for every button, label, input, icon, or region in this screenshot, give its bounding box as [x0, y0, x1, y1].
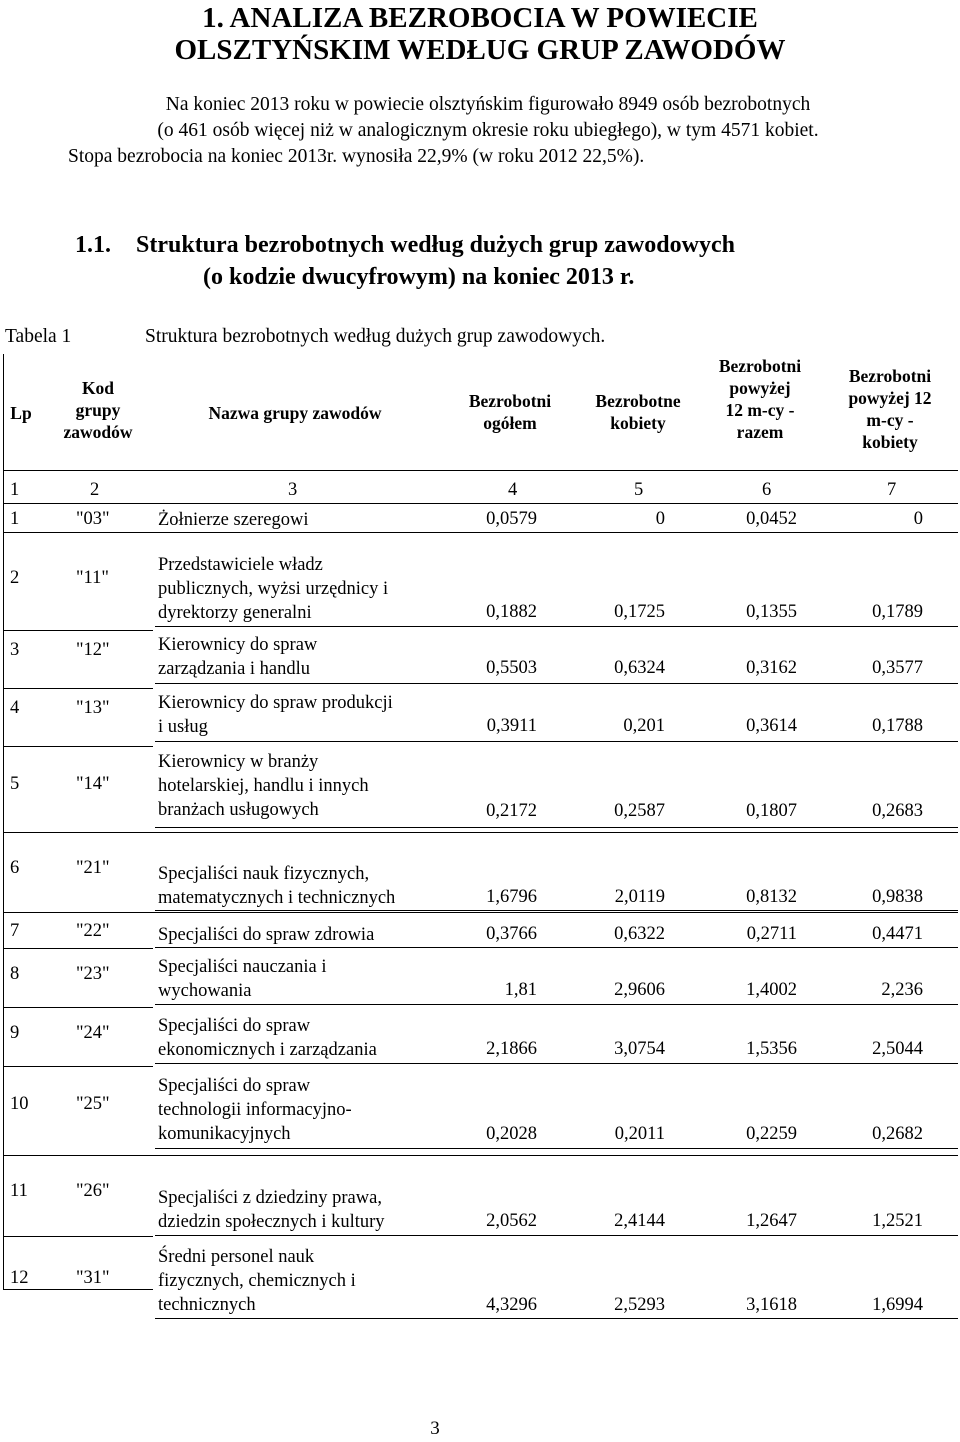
cell-name-line: wychowania: [158, 981, 252, 1001]
colnum: 7: [887, 480, 897, 500]
table-rule: [155, 626, 958, 627]
colnum: 2: [90, 480, 100, 500]
cell-value: 0,2028: [486, 1124, 537, 1144]
header-pow12-kobiety-line: powyżej 12: [848, 388, 932, 408]
cell-value: 0,6324: [614, 658, 665, 678]
cell-value: 0,1882: [486, 602, 537, 622]
table-rule: [3, 1236, 153, 1237]
cell-kod: "03": [76, 509, 110, 529]
cell-value: 1,2521: [872, 1211, 923, 1231]
header-lp: Lp: [10, 403, 32, 423]
table-rule: [3, 630, 153, 631]
cell-value: 0,3911: [486, 716, 537, 736]
header-pow12-razem-line: powyżej: [729, 378, 791, 398]
header-ogolem-line: Bezrobotni: [468, 391, 552, 411]
cell-lp: 8: [10, 964, 20, 984]
cell-kod: "12": [76, 640, 110, 660]
cell-name: [158, 1014, 458, 1062]
cell-value: 1,81: [504, 980, 537, 1000]
cell-value: 0,8132: [746, 887, 797, 907]
cell-name-line: fizycznych, chemicznych i: [158, 1271, 356, 1291]
header-kod-line: Kod: [81, 378, 115, 398]
table-rule: [3, 746, 153, 747]
cell-name-line: publicznych, wyżsi urzędnicy i: [158, 579, 389, 599]
cell-name-line: Żołnierze szeregowi: [158, 510, 309, 530]
cell-name: [158, 691, 458, 739]
cell-value: 0,6322: [614, 924, 665, 944]
cell-kod: "23": [76, 964, 110, 984]
table-rule: [3, 832, 958, 833]
cell-name: [158, 633, 458, 681]
section-number: 1.1.: [75, 232, 111, 258]
cell-value: 0,2683: [872, 801, 923, 821]
table-rule: [3, 354, 4, 1290]
cell-value: 0: [913, 509, 923, 529]
cell-value: 0,3162: [746, 658, 797, 678]
cell-value: 0,3577: [872, 658, 923, 678]
cell-value: 3,1618: [746, 1295, 797, 1315]
cell-lp: 6: [10, 858, 20, 878]
cell-name-line: matematycznych i technicznych: [158, 888, 396, 908]
table-rule: [3, 470, 958, 471]
cell-value: 0,1725: [614, 602, 665, 622]
header-pow12-razem-line: razem: [736, 422, 784, 442]
header-pow12-razem-line: Bezrobotni: [718, 356, 802, 376]
cell-name-line: ekonomicznych i zarządzania: [158, 1040, 377, 1060]
cell-kod: "21": [76, 858, 110, 878]
table-rule: [3, 688, 153, 689]
cell-value: 2,5293: [614, 1295, 665, 1315]
cell-value: 1,6994: [872, 1295, 923, 1315]
header-ogolem: [440, 390, 580, 434]
table-rule: [3, 1066, 153, 1067]
cell-lp: 2: [10, 568, 20, 588]
colnum: 1: [10, 480, 20, 500]
cell-value: 0,0579: [486, 509, 537, 529]
table-rule: [3, 912, 958, 913]
cell-name-line: Specjaliści z dziedziny prawa,: [158, 1188, 382, 1208]
cell-name: [158, 553, 458, 625]
cell-value: 2,5044: [872, 1039, 923, 1059]
cell-name-line: Kierownicy w branży: [158, 752, 319, 772]
table-rule: [3, 1155, 958, 1156]
header-kobiety-line: kobiety: [610, 413, 666, 433]
table-caption: Struktura bezrobotnych według dużych grup zawodowych.: [145, 326, 606, 347]
table-rule: [3, 532, 958, 533]
cell-name-line: hotelarskiej, handlu i innych: [158, 776, 369, 796]
cell-value: 1,4002: [746, 980, 797, 1000]
cell-name: [158, 1245, 458, 1317]
cell-name-line: Średni personel nauk: [158, 1247, 315, 1267]
page-title-line2: OLSZTYŃSKIM WEDŁUG GRUP ZAWODÓW: [174, 34, 786, 66]
header-kod: [48, 377, 148, 443]
cell-name-line: branżach usługowych: [158, 800, 319, 820]
cell-name-line: Przedstawiciele władz: [158, 555, 323, 575]
cell-kod: "13": [76, 698, 110, 718]
cell-name-line: Specjaliści nauczania i: [158, 957, 327, 977]
cell-value: 0: [655, 509, 665, 529]
cell-kod: "24": [76, 1023, 110, 1043]
cell-lp: 10: [10, 1094, 29, 1114]
cell-name: [158, 862, 458, 910]
table-rule: [3, 503, 958, 504]
intro-line1: Na koniec 2013 roku w powiecie olsztyńskim figurowało 8949 osób bezrobotnych: [165, 94, 811, 115]
table-rule: [155, 910, 958, 911]
cell-value: 3,0754: [614, 1039, 665, 1059]
header-kod-line: grupy: [75, 400, 121, 420]
cell-kod: "14": [76, 774, 110, 794]
cell-value: 0,5503: [486, 658, 537, 678]
cell-value: 1,6796: [486, 887, 537, 907]
cell-name: [158, 750, 458, 822]
header-pow12-kobiety-line: m-cy -: [866, 410, 914, 430]
header-ogolem-line: ogółem: [483, 413, 537, 433]
table-rule: [155, 1004, 958, 1005]
section-title-line2: (o kodzie dwucyfrowym) na koniec 2013 r.: [203, 264, 635, 290]
cell-value: 4,3296: [486, 1295, 537, 1315]
cell-name: [158, 1186, 458, 1234]
intro-line3: Stopa bezrobocia na koniec 2013r. wynosiła 22,9% (w roku 2012 22,5%).: [68, 146, 645, 167]
table-rule: [155, 1318, 958, 1319]
cell-value: 0,2711: [746, 924, 797, 944]
section-title-line1: Struktura bezrobotnych według dużych grup zawodowych: [136, 232, 735, 258]
header-pow12-razem: [700, 355, 820, 443]
cell-kod: "26": [76, 1181, 110, 1201]
cell-lp: 7: [10, 921, 20, 941]
cell-value: 2,1866: [486, 1039, 537, 1059]
cell-value: 2,4144: [614, 1211, 665, 1231]
cell-value: 0,3614: [746, 716, 797, 736]
page-number: 3: [430, 1418, 440, 1439]
cell-value: 0,9838: [872, 887, 923, 907]
header-kobiety-line: Bezrobotne: [595, 391, 681, 411]
header-pow12-kobiety-line: kobiety: [862, 432, 918, 452]
cell-value: 1,5356: [746, 1039, 797, 1059]
header-pow12-kobiety-line: Bezrobotni: [848, 366, 932, 386]
cell-name-line: Specjaliści do spraw: [158, 1016, 311, 1036]
table-rule: [155, 947, 958, 948]
cell-value: 2,236: [881, 980, 923, 1000]
header-kobiety: [568, 390, 708, 434]
cell-value: 0,201: [623, 716, 665, 736]
header-kod-line: zawodów: [63, 422, 133, 442]
cell-lp: 4: [10, 698, 20, 718]
cell-lp: 3: [10, 640, 20, 660]
cell-value: 1,2647: [746, 1211, 797, 1231]
cell-kod: "22": [76, 921, 110, 941]
cell-name: [158, 1074, 458, 1146]
cell-value: 0,2259: [746, 1124, 797, 1144]
cell-name-line: Kierownicy do spraw: [158, 635, 318, 655]
colnum: 6: [762, 480, 772, 500]
cell-value: 0,0452: [746, 509, 797, 529]
cell-name-line: komunikacyjnych: [158, 1124, 291, 1144]
table-rule: [155, 683, 958, 684]
cell-value: 0,1355: [746, 602, 797, 622]
cell-lp: 11: [10, 1181, 28, 1201]
cell-name-line: technologii informacyjno-: [158, 1100, 352, 1120]
cell-lp: 1: [10, 509, 20, 529]
cell-name: [158, 508, 458, 532]
cell-value: 0,1789: [872, 602, 923, 622]
table-rule: [3, 948, 153, 949]
cell-kod: "25": [76, 1094, 110, 1114]
table-rule: [3, 1007, 153, 1008]
cell-kod: "11": [76, 568, 109, 588]
colnum: 5: [634, 480, 644, 500]
cell-value: 0,3766: [486, 924, 537, 944]
cell-name-line: Kierownicy do spraw produkcji: [158, 693, 393, 713]
cell-name-line: Specjaliści do spraw zdrowia: [158, 925, 375, 945]
cell-value: 0,2682: [872, 1124, 923, 1144]
cell-value: 2,9606: [614, 980, 665, 1000]
table-rule: [155, 1063, 958, 1064]
header-nazwa: Nazwa grupy zawodów: [208, 403, 382, 423]
table-rule: [155, 827, 958, 828]
table-rule: [155, 1235, 958, 1236]
cell-value: 0,1788: [872, 716, 923, 736]
table-rule: [155, 1148, 958, 1149]
table-rule: [155, 741, 958, 742]
cell-lp: 9: [10, 1023, 20, 1043]
cell-name-line: Specjaliści nauk fizycznych,: [158, 864, 370, 884]
cell-name-line: dyrektorzy generalni: [158, 603, 312, 623]
cell-lp: 5: [10, 774, 20, 794]
table-label: Tabela 1: [5, 326, 72, 347]
header-pow12-razem-line: 12 m-cy -: [725, 400, 795, 420]
cell-lp: 12: [10, 1268, 29, 1288]
cell-name-line: Specjaliści do spraw: [158, 1076, 311, 1096]
cell-kod: "31": [76, 1268, 110, 1288]
cell-name: [158, 955, 458, 1003]
colnum: 3: [288, 480, 298, 500]
cell-name-line: i usług: [158, 717, 208, 737]
cell-value: 0,2172: [486, 801, 537, 821]
cell-value: 2,0562: [486, 1211, 537, 1231]
cell-value: 0,1807: [746, 801, 797, 821]
cell-value: 0,2011: [614, 1124, 665, 1144]
cell-name: [158, 923, 458, 947]
cell-name-line: zarządzania i handlu: [158, 659, 311, 679]
cell-value: 0,2587: [614, 801, 665, 821]
cell-name-line: technicznych: [158, 1295, 256, 1315]
table-rule: [3, 1289, 153, 1290]
cell-value: 2,0119: [614, 887, 665, 907]
intro-line2: (o 461 osób więcej niż w analogicznym okresie roku ubiegłego), w tym 4571 kobiet.: [157, 120, 819, 141]
page-title-line1: 1. ANALIZA BEZROBOCIA W POWIECIE: [202, 2, 758, 34]
header-pow12-kobiety: [830, 365, 950, 453]
cell-name-line: dziedzin społecznych i kultury: [158, 1212, 385, 1232]
cell-value: 0,4471: [872, 924, 923, 944]
colnum: 4: [508, 480, 518, 500]
